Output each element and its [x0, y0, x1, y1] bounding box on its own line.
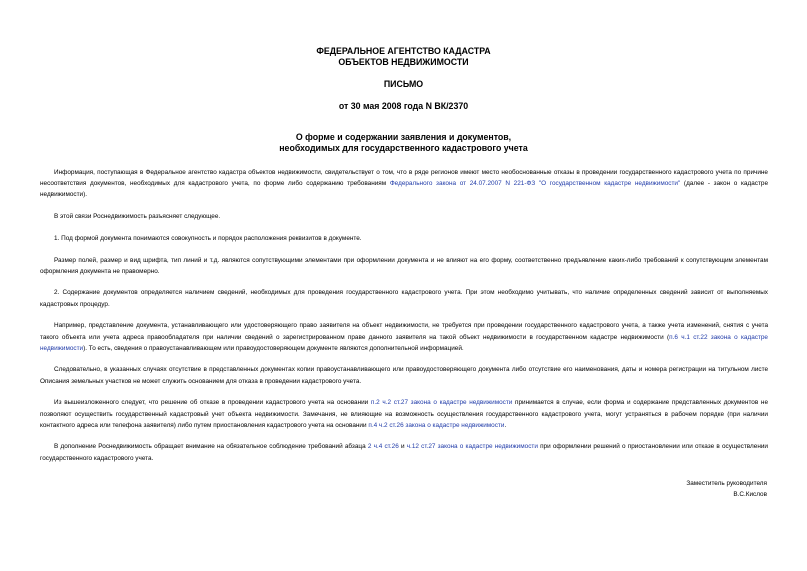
- paragraph-9-text-a: В дополнение Роснедвижимость обращает внимание на обязательное соблюдение требований абзаца: [54, 443, 368, 451]
- paragraph-1-text-b: (далее - закон о кадастре недвижимости).: [40, 180, 768, 199]
- paragraph-8-text-b: принимается в случае, если форма и содержание представленных документов не позволяют осуществить государственный кадастровый учет объекта недвижимости. Замечания, не влияющие на возможность осуществления государственного кадастрового учета, могут устраняться в рабочем порядке (при наличии контактного адреса или телефона заявителя) либо путем приостановления кадастрового учета на основании: [40, 399, 769, 429]
- paragraph-6-text-b: ). То есть, сведения о правоустанавливающем или правоудостоверяющем документе являются дополнительной информацией.: [83, 344, 464, 352]
- subject-line-2: необходимых для государственного кадастрового учета: [279, 143, 528, 153]
- paragraph-9: [40, 441, 768, 463]
- paragraph-1: [40, 167, 768, 201]
- subject-line-1: О форме и содержании заявления и документов,: [295, 132, 512, 142]
- agency-line-1: ФЕДЕРАЛЬНОЕ АГЕНТСТВО КАДАСТРА: [316, 46, 491, 56]
- paragraph-4: Размер полей, размер и вид шрифта, тип линий и т.д. являются сопутствующими элементами при оформлении документа и не влияют на его форму, соответственно предъявление каких-либо требований к сопутствующим элементам оформления документа не правомерно.: [40, 256, 768, 275]
- article-26-link[interactable]: п.4 ч.2 ст.26 закона о кадастре недвижимости: [368, 421, 505, 429]
- article-22-link[interactable]: п.6 ч.1 ст.22 закона о кадастре недвижимости: [40, 333, 768, 352]
- federal-law-link[interactable]: Федерального закона от 24.07.2007 N 221-ФЗ "О государственном кадастре недвижимости": [389, 180, 681, 188]
- paragraph-1-text-a: Информация, поступающая в Федеральное агентство кадастра объектов недвижимости, свидетельствует о том, что в ряде регионов имеют место необоснованные отказы в проведении государственного кадастрового учета по причине несоответствия документов, необходимых для кадастрового учета, по форме либо содержанию требованиям: [40, 169, 768, 188]
- paragraph-9-text-b: и: [398, 443, 407, 451]
- agency-line-2: ОБЪЕКТОВ НЕДВИЖИМОСТИ: [338, 57, 469, 67]
- paragraph-8-text-c: .: [504, 421, 507, 429]
- paragraph-9-text-c: при оформлении решений о приостановлении или отказе в осуществлении государственного кадастрового учета.: [40, 443, 768, 462]
- paragraph-2: В этой связи Роснедвижимость разъясняет следующее.: [54, 213, 221, 221]
- paragraph-5: 2. Содержание документов определяется наличием сведений, необходимых для проведения государственного кадастрового учета. При этом необходимо учитывать, что наличие определенных сведений зависит от выполняемых кадастровых процедур.: [40, 289, 768, 308]
- document-date: от 30 мая 2008 года N ВК/2370: [338, 101, 469, 111]
- document-subject: [0, 132, 807, 154]
- article-27-link[interactable]: п.2 ч.2 ст.27 закона о кадастре недвижимости: [370, 399, 513, 407]
- paragraph-3: 1. Под формой документа понимаются совокупность и порядок расположения реквизитов в документе.: [54, 234, 362, 242]
- paragraph-8-text-a: Из вышеизложенного следует, что решение об отказе в проведении кадастрового учета на основании: [54, 399, 371, 407]
- paragraph-6-text-a: Например, представление документа, устанавливающего или удостоверяющего право заявителя на объект недвижимости, не требуется при проведении государственного кадастрового учета, а также учета изменений, снятия с учета такого объекта или учета адреса правообладателя при наличии сведений о зарегистрированном праве данного заявителя на такой объект недвижимости в государственном кадастре недвижимости (: [40, 322, 768, 341]
- signatory-position: Заместитель руководителя: [686, 480, 767, 487]
- signature-block: [567, 478, 767, 500]
- article-26-part-4-link[interactable]: 2 ч.4 ст.26: [367, 443, 399, 451]
- document-type: ПИСЬМО: [383, 79, 424, 89]
- paragraph-6: [40, 320, 768, 354]
- article-27-part-12-link[interactable]: ч.12 ст.27 закона о кадастре недвижимости: [406, 443, 538, 451]
- agency-name: [0, 46, 807, 68]
- paragraph-8: [40, 397, 768, 431]
- signatory-name: В.С.Кислов: [733, 491, 767, 498]
- letter-body: [40, 167, 768, 464]
- paragraph-7: Следовательно, в указанных случаях отсутствие в представленных документах копии правоустанавливающего или правоудостоверяющего документа либо отсутствие его наименования, даты и номера регистрации на титульном листе Описания земельных участков не может служить основанием для отказа в проведении кадастрового учета.: [40, 366, 768, 385]
